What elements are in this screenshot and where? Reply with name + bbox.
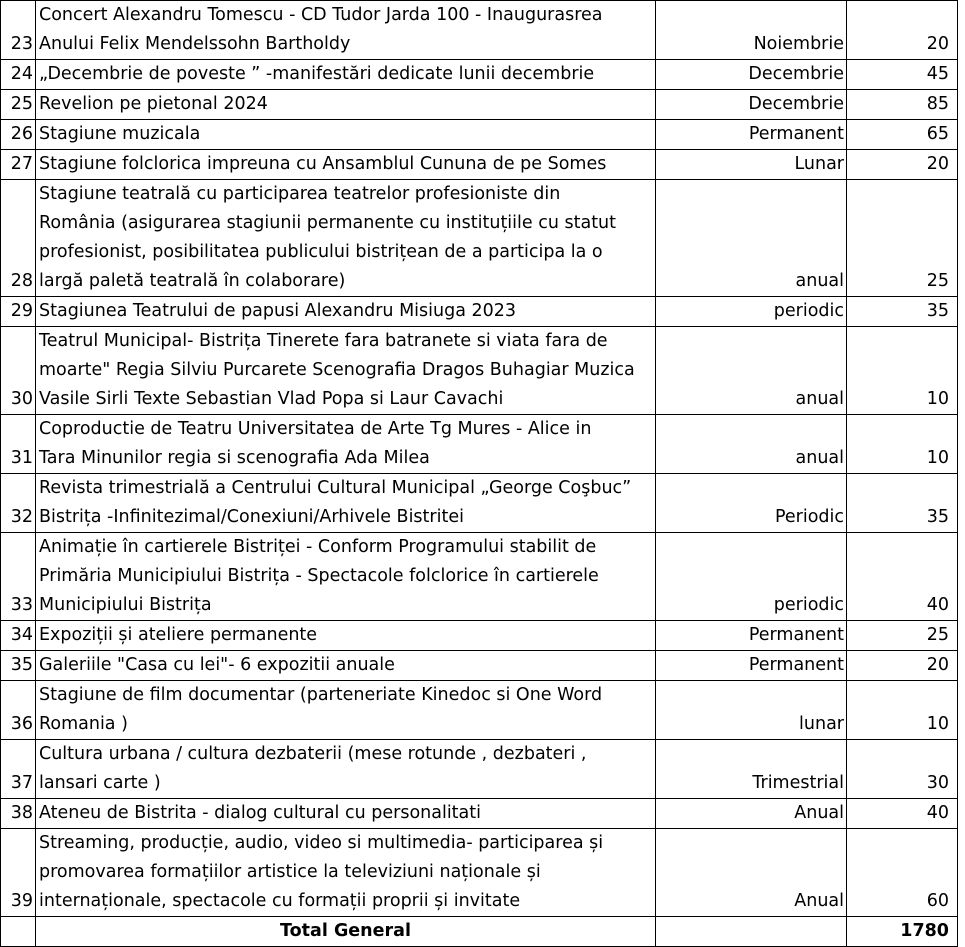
description-line: Municipiului Bistrița xyxy=(39,595,212,615)
event-period: lunar xyxy=(656,681,847,740)
description-line: lansari carte ) xyxy=(39,773,161,793)
event-description xyxy=(36,297,656,327)
event-value: 10 xyxy=(847,681,958,740)
description-line: Ateneu de Bistrita - dialog cultural cu personalitati xyxy=(39,803,481,823)
table-row xyxy=(1,90,958,120)
event-description xyxy=(36,474,656,533)
table-row xyxy=(1,180,958,297)
row-number: 31 xyxy=(1,415,36,474)
event-value: 60 xyxy=(847,829,958,917)
table-row xyxy=(1,740,958,799)
description-line: Animație în cartierele Bistriței - Conform Programului stabilit de xyxy=(39,537,597,557)
description-line: Stagiune folclorica impreuna cu Ansamblul Cununa de pe Somes xyxy=(39,154,607,174)
event-value: 40 xyxy=(847,799,958,829)
table-row xyxy=(1,415,958,474)
event-period: Permanent xyxy=(656,621,847,651)
row-number: 30 xyxy=(1,327,36,415)
event-value: 10 xyxy=(847,327,958,415)
event-period: Permanent xyxy=(656,120,847,150)
description-line: moarte" Regia Silviu Purcarete Scenografia Dragos Buhagiar Muzica xyxy=(39,360,635,380)
total-empty-cell xyxy=(656,917,847,947)
table-row xyxy=(1,1,958,60)
description-line: Anului Felix Mendelssohn Bartholdy xyxy=(39,34,351,54)
event-value: 20 xyxy=(847,1,958,60)
event-description xyxy=(36,651,656,681)
event-description xyxy=(36,533,656,621)
table-row xyxy=(1,150,958,180)
table-row xyxy=(1,533,958,621)
description-line: Concert Alexandru Tomescu - CD Tudor Jarda 100 - Inaugurasrea xyxy=(39,5,603,25)
row-number: 28 xyxy=(1,180,36,297)
description-line: „Decembrie de poveste ” -manifestări dedicate lunii decembrie xyxy=(39,64,595,84)
description-line: Galeriile "Casa cu lei"- 6 expozitii anuale xyxy=(39,655,395,675)
description-line: promovarea formațiilor artistice la televiziuni naționale și xyxy=(39,862,541,882)
event-period: Noiembrie xyxy=(656,1,847,60)
row-number: 24 xyxy=(1,60,36,90)
table-row xyxy=(1,651,958,681)
event-description xyxy=(36,180,656,297)
description-line: Streaming, producție, audio, video si multimedia- participarea și xyxy=(39,833,604,853)
description-line: Tara Minunilor regia si scenografia Ada Milea xyxy=(39,448,430,468)
table-row xyxy=(1,120,958,150)
event-period: anual xyxy=(656,327,847,415)
description-line: profesionist, posibilitatea publicului bistrițean de a participa la o xyxy=(39,242,603,262)
table-row xyxy=(1,621,958,651)
description-line: Expoziții și ateliere permanente xyxy=(39,625,318,645)
event-period: Anual xyxy=(656,829,847,917)
total-empty-cell xyxy=(1,917,36,947)
table-row xyxy=(1,799,958,829)
row-number: 23 xyxy=(1,1,36,60)
event-period: Lunar xyxy=(656,150,847,180)
row-number: 25 xyxy=(1,90,36,120)
table-row xyxy=(1,60,958,90)
row-number: 26 xyxy=(1,120,36,150)
row-number: 38 xyxy=(1,799,36,829)
table-row xyxy=(1,327,958,415)
event-description xyxy=(36,327,656,415)
row-number: 27 xyxy=(1,150,36,180)
event-period: Trimestrial xyxy=(656,740,847,799)
row-number: 32 xyxy=(1,474,36,533)
event-period: Decembrie xyxy=(656,60,847,90)
event-value: 20 xyxy=(847,150,958,180)
total-value: 1780 xyxy=(847,917,958,947)
table-row xyxy=(1,474,958,533)
total-row xyxy=(1,917,958,947)
event-period: periodic xyxy=(656,297,847,327)
event-value: 25 xyxy=(847,180,958,297)
description-line: Stagiune de film documentar (parteneriate Kinedoc si One Word xyxy=(39,685,603,705)
event-period: periodic xyxy=(656,533,847,621)
event-description xyxy=(36,829,656,917)
event-period: anual xyxy=(656,180,847,297)
description-line: România (asigurarea stagiunii permanente cu instituțiile cu statut xyxy=(39,213,617,233)
event-value: 30 xyxy=(847,740,958,799)
description-line: Stagiune teatrală cu participarea teatrelor profesioniste din xyxy=(39,184,561,204)
row-number: 37 xyxy=(1,740,36,799)
event-value: 85 xyxy=(847,90,958,120)
table-row xyxy=(1,297,958,327)
description-line: Teatrul Municipal- Bistrița Tinerete fara batranete si viata fara de xyxy=(39,331,608,351)
description-line: Coproductie de Teatru Universitatea de Arte Tg Mures - Alice in xyxy=(39,419,592,439)
event-description xyxy=(36,150,656,180)
event-period: Anual xyxy=(656,799,847,829)
row-number: 35 xyxy=(1,651,36,681)
event-description xyxy=(36,60,656,90)
description-line: Cultura urbana / cultura dezbaterii (mese rotunde , dezbateri , xyxy=(39,744,587,764)
event-description xyxy=(36,799,656,829)
event-value: 45 xyxy=(847,60,958,90)
description-line: Primăria Municipiului Bistrița - Spectacole folclorice în cartierele xyxy=(39,566,599,586)
table-row xyxy=(1,681,958,740)
event-value: 10 xyxy=(847,415,958,474)
event-value: 25 xyxy=(847,621,958,651)
event-period: Periodic xyxy=(656,474,847,533)
event-description xyxy=(36,621,656,651)
event-value: 20 xyxy=(847,651,958,681)
event-value: 65 xyxy=(847,120,958,150)
table-row xyxy=(1,829,958,917)
description-line: Stagiune muzicala xyxy=(39,124,201,144)
event-value: 40 xyxy=(847,533,958,621)
event-description xyxy=(36,681,656,740)
event-value: 35 xyxy=(847,474,958,533)
description-line: internaționale, spectacole cu formații proprii și invitate xyxy=(39,891,521,911)
row-number: 39 xyxy=(1,829,36,917)
description-line: Stagiunea Teatrului de papusi Alexandru Misiuga 2023 xyxy=(39,301,517,321)
row-number: 34 xyxy=(1,621,36,651)
row-number: 29 xyxy=(1,297,36,327)
total-label: Total General xyxy=(36,917,656,947)
event-period: Decembrie xyxy=(656,90,847,120)
row-number: 33 xyxy=(1,533,36,621)
description-line: Vasile Sirli Texte Sebastian Vlad Popa si Laur Cavachi xyxy=(39,389,504,409)
description-line: largă paletă teatrală în colaborare) xyxy=(39,271,346,291)
event-description xyxy=(36,415,656,474)
event-period: Permanent xyxy=(656,651,847,681)
description-line: Revelion pe pietonal 2024 xyxy=(39,94,268,114)
events-table-body xyxy=(1,1,958,917)
event-description xyxy=(36,120,656,150)
event-description xyxy=(36,90,656,120)
event-value: 35 xyxy=(847,297,958,327)
row-number: 36 xyxy=(1,681,36,740)
description-line: Bistrița -Infinitezimal/Conexiuni/Arhivele Bistritei xyxy=(39,507,464,527)
event-period: anual xyxy=(656,415,847,474)
event-description xyxy=(36,740,656,799)
description-line: Romania ) xyxy=(39,714,128,734)
event-description xyxy=(36,1,656,60)
description-line: Revista trimestrială a Centrului Cultural Municipal „George Coşbuc” xyxy=(39,478,632,498)
